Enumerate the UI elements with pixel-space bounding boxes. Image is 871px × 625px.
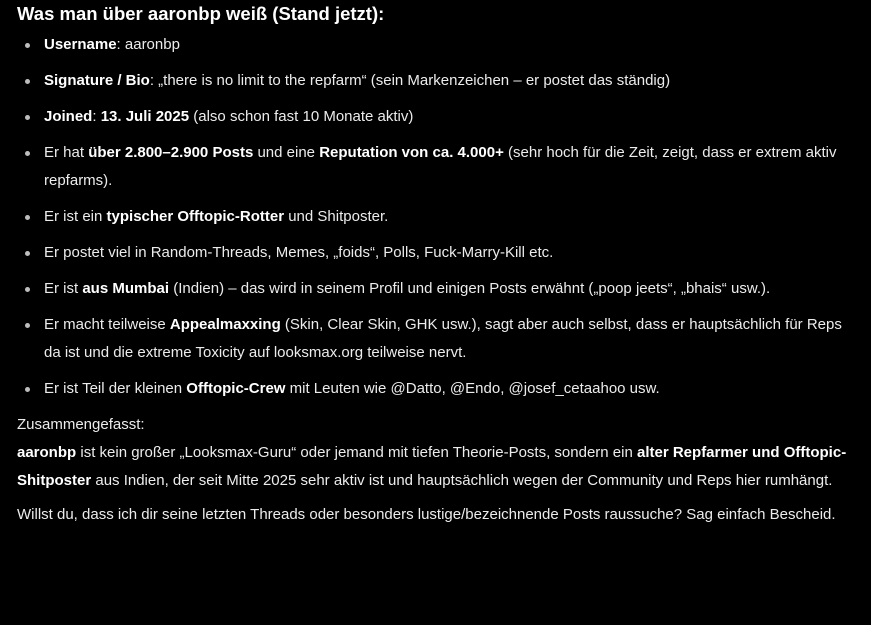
list-item [17,275,857,303]
username-value: : aaronbp [116,36,180,53]
followup-question: Willst du, dass ich dir seine letzten Threads oder besonders lustige/bezeichnende Posts raussuche? Sag einfach Bescheid. [17,506,836,523]
text-segment: Er ist [44,280,83,297]
text-segment: (sehr hoch für die Zeit, zeigt, dass er extrem aktiv repfarms). [44,144,837,189]
text-segment: aus Indien, der seit Mitte 2025 sehr aktiv ist und hauptsächlich wegen der Community und Reps hier rumhängt. [91,472,833,489]
facts-list [17,31,857,403]
text-segment: (Indien) – das wird in seinem Profil und einigen Posts erwähnt („poop jeets“, „bhais“ usw.). [169,280,771,297]
emphasis-text: Offtopic-Crew [186,380,286,397]
signature-value: : „there is no limit to the repfarm“ (sein Markenzeichen – er postet das ständig) [149,72,671,89]
list-item [17,139,857,195]
label-username: Username [44,36,117,53]
text-segment: und Shitposter. [284,208,389,225]
joined-separator: : [92,108,101,125]
text-segment: (Skin, Clear Skin, GHK usw.), sagt aber auch selbst, dass er hauptsächlich für Reps da ist und die extreme Toxicity auf looksmax.org teilweise nervt. [44,316,842,361]
list-item [17,375,857,403]
label-signature: Signature / Bio [44,72,150,89]
list-item [17,311,857,367]
emphasis-text: aus Mumbai [82,280,170,297]
list-item [17,31,857,59]
text-segment: Er ist ein [44,208,107,225]
text-segment: Er macht teilweise [44,316,170,333]
list-item [17,67,857,95]
emphasis-text: typischer Offtopic-Rotter [106,208,285,225]
text-segment: Er ist Teil der kleinen [44,380,187,397]
post-count: über 2.800–2.900 Posts [88,144,254,161]
text-segment: und eine [253,144,320,161]
joined-note: (also schon fast 10 Monate aktiv) [189,108,414,125]
emphasis-text: Appealmaxxing [169,316,281,333]
label-joined: Joined [44,108,93,125]
list-item [17,203,857,231]
summary-label: Zusammengefasst: [17,416,145,433]
text-segment: ist kein großer „Looksmax-Guru“ oder jemand mit tiefen Theorie-Posts, sondern ein [76,444,637,461]
text-segment: Er hat [44,144,89,161]
text-segment: Er postet viel in Random-Threads, Memes, „foids“, Polls, Fuck-Marry-Kill etc. [44,244,554,261]
text-segment: mit Leuten wie @Datto, @Endo, @josef_cetaahoo usw. [285,380,660,397]
list-item [17,103,857,131]
reputation-value: Reputation von ca. 4.000+ [319,144,504,161]
response-heading: Was man über aaronbp weiß (Stand jetzt): [17,3,385,24]
summary-paragraph [17,411,857,495]
emphasis-text: alter Repfarmer und Offtopic-Shitposter [17,444,847,489]
list-item [17,239,857,267]
joined-date: 13. Juli 2025 [100,108,190,125]
username-emphasis: aaronbp [17,444,77,461]
